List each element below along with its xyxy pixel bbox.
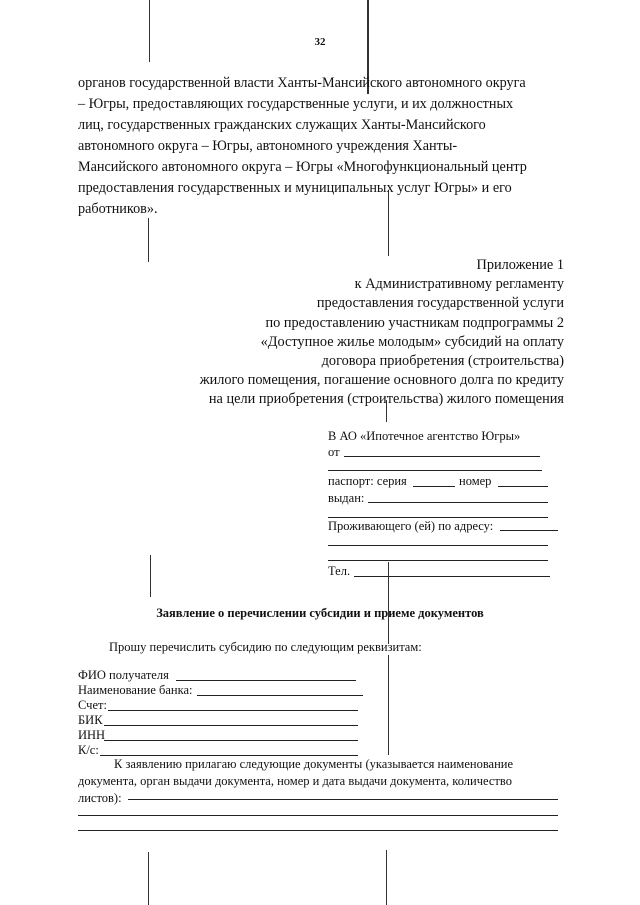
form-title: Заявление о перечислении субсидии и приеме документов [156, 606, 484, 620]
field-label-bank: Наименование банка: [78, 683, 193, 697]
residence-field-line2[interactable] [328, 545, 548, 546]
scan-line [148, 852, 149, 905]
residence-field-line3[interactable] [328, 560, 548, 561]
scan-line [388, 562, 389, 644]
paragraph-line: Мансийского автономного округа – Югры «Многофункциональный центр [78, 159, 527, 175]
from-field[interactable] [344, 456, 540, 457]
residence-field[interactable] [500, 530, 558, 531]
request-text: Прошу перечислить субсидию по следующим реквизитам: [109, 640, 422, 654]
paragraph-line: органов государственной власти Ханты-Мансийского автономного округа [78, 75, 526, 91]
field-label-account: Счет: [78, 698, 107, 712]
bank-name-field[interactable] [197, 695, 363, 696]
issued-label: выдан: [328, 491, 365, 505]
appendix-line: на цели приобретения (строительства) жилого помещения [208, 391, 564, 408]
appendix-line: жилого помещения, погашение основного долга по кредиту [199, 372, 564, 389]
appendix-line: договора приобретения (строительства) [321, 353, 564, 370]
from-field-line2[interactable] [328, 470, 542, 471]
attachment-line: листов): [78, 791, 122, 805]
recipient-line: В АО «Ипотечное агентство Югры» [328, 429, 521, 443]
paragraph-line: работников». [78, 201, 158, 217]
attachment-line: документа, орган выдачи документа, номер и дата выдачи документа, количество [78, 774, 512, 788]
appendix-line: к Административному регламенту [354, 276, 564, 293]
paragraph-line: предоставления государственных и муниципальных услуг Югры» и его [78, 180, 512, 196]
scan-line [386, 850, 387, 905]
phone-label: Тел. [328, 564, 351, 578]
recipient-name-field[interactable] [176, 680, 356, 681]
paragraph-line: автономного округа – Югры, автономного учреждения Ханты- [78, 138, 458, 154]
passport-series-field[interactable] [413, 486, 455, 487]
scan-line [148, 218, 149, 262]
bik-field[interactable] [104, 725, 358, 726]
from-label: от [328, 445, 340, 459]
passport-series-label: паспорт: серия [328, 474, 407, 488]
attachment-field-line2[interactable] [78, 815, 558, 816]
paragraph-line: лиц, государственных гражданских служащих Ханты-Мансийского [78, 117, 486, 133]
attachment-field-line3[interactable] [78, 830, 558, 831]
appendix-line: Приложение 1 [476, 257, 564, 273]
passport-number-field[interactable] [498, 486, 548, 487]
scan-line [149, 0, 150, 62]
field-label-bik: БИК [78, 713, 103, 727]
appendix-line: по предоставлению участникам подпрограммы 2 [265, 314, 564, 331]
issued-field[interactable] [368, 502, 548, 503]
account-field[interactable] [108, 710, 358, 711]
appendix-line: «Доступное жилье молодым» субсидий на оплату [260, 333, 564, 350]
residence-label: Проживающего (ей) по адресу: [328, 519, 494, 533]
scan-line [388, 655, 389, 755]
paragraph-line: – Югры, предоставляющих государственные услуги, и их должностных [78, 96, 514, 112]
page-number: 32 [314, 36, 326, 48]
passport-number-label: номер [459, 474, 492, 488]
body-paragraph [78, 73, 564, 220]
appendix-line: предоставления государственной услуги [316, 295, 564, 312]
phone-field[interactable] [354, 576, 550, 577]
attachment-line: К заявлению прилагаю следующие документы (указывается наименование [114, 757, 514, 771]
inn-field[interactable] [104, 740, 358, 741]
scan-line [150, 555, 151, 597]
field-label-inn: ИНН [78, 728, 106, 742]
attachment-field[interactable] [128, 799, 558, 800]
field-label-ks: К/с: [78, 743, 99, 757]
field-label-recipient: ФИО получателя [78, 668, 169, 682]
appendix-header [200, 256, 564, 410]
